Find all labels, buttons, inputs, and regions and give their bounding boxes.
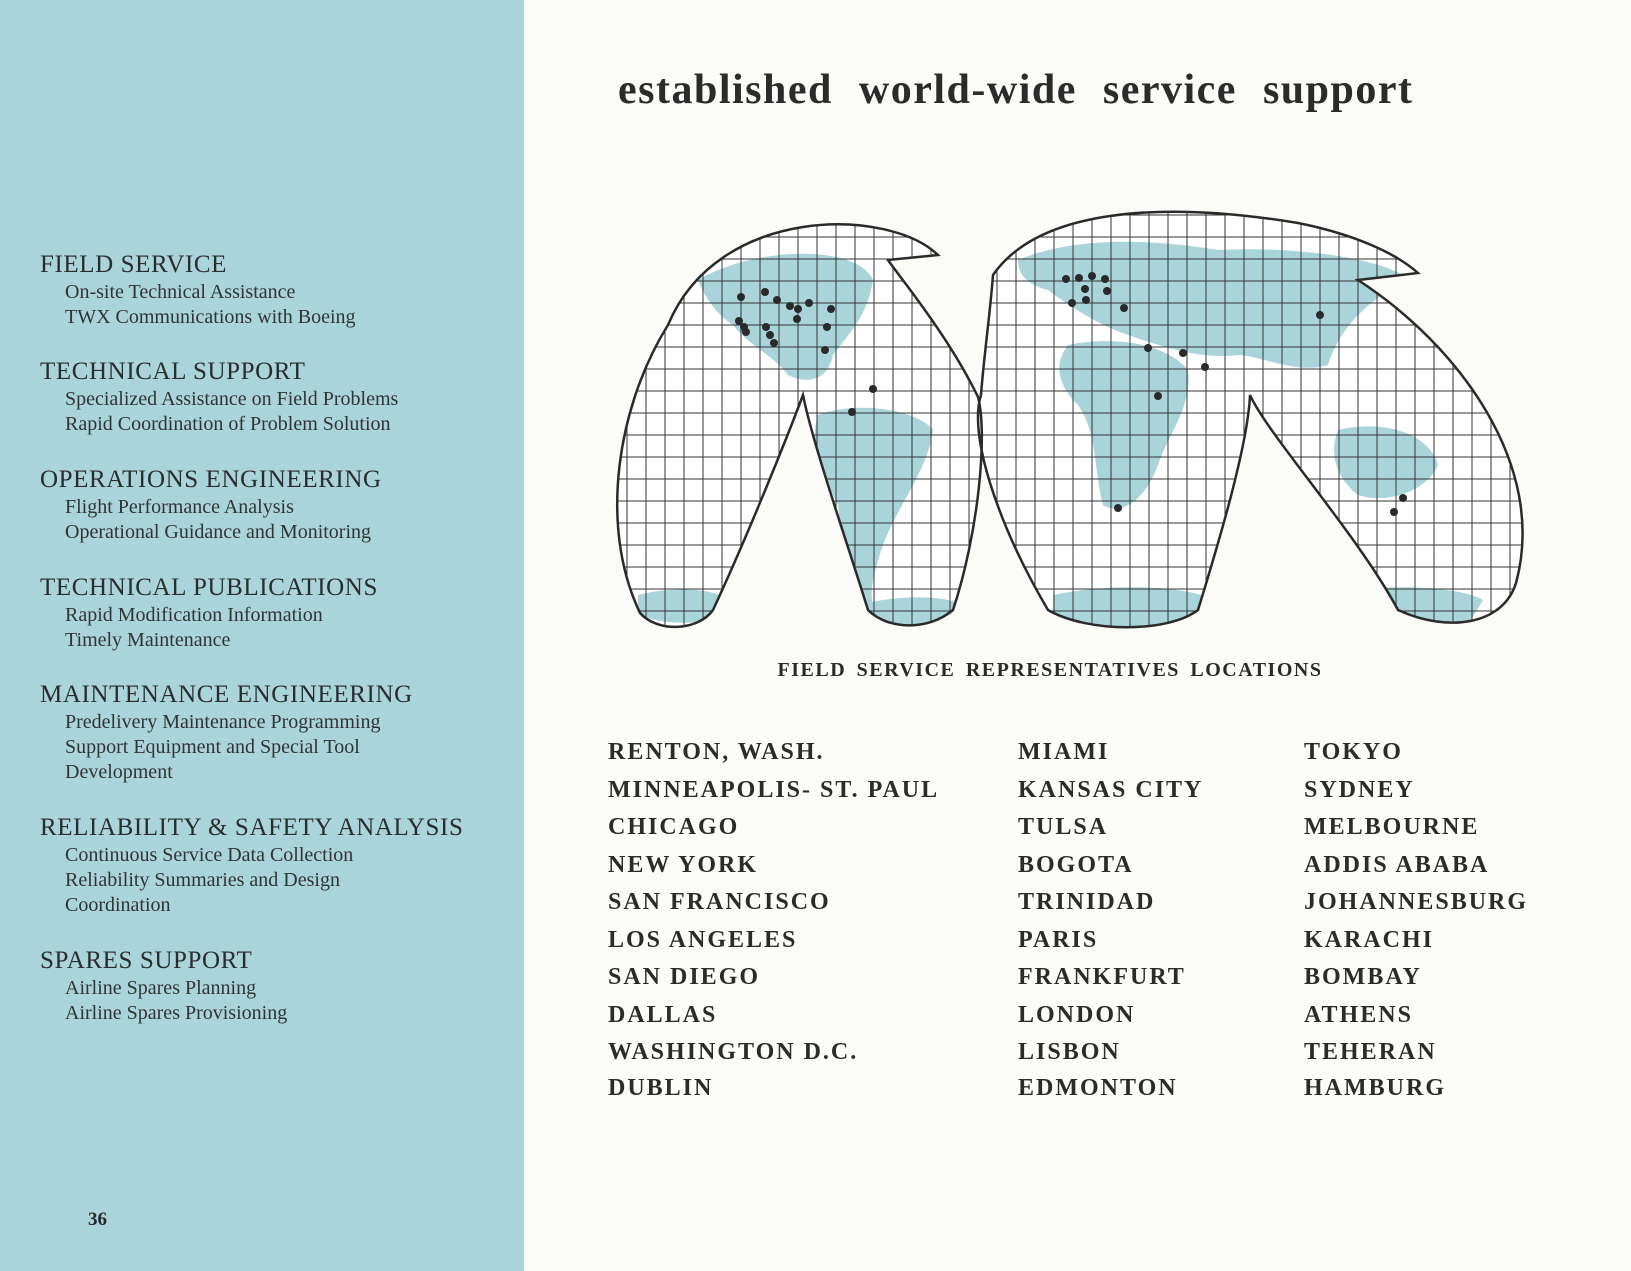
section-item: Airline Spares Planning	[65, 977, 257, 999]
section-item: Operational Guidance and Monitoring	[65, 521, 372, 543]
location-marker	[1120, 304, 1128, 312]
location-marker	[770, 339, 778, 347]
location-item: TRINIDAD	[1018, 889, 1156, 915]
section-spares-support	[40, 946, 287, 1026]
section-technical-support	[40, 357, 398, 437]
location-item: DUBLIN	[608, 1074, 714, 1101]
section-heading: RELIABILITY & SAFETY ANALYSIS	[40, 814, 464, 841]
location-marker	[1390, 508, 1398, 516]
locations-column-1	[608, 734, 939, 1105]
location-marker	[766, 331, 774, 339]
section-heading: TECHNICAL SUPPORT	[40, 358, 306, 385]
section-item: TWX Communications with Boeing	[65, 306, 356, 328]
locations-column-2	[1018, 734, 1203, 1105]
section-item: Continuous Service Data Collection	[65, 844, 354, 866]
map-caption: FIELD SERVICE REPRESENTATIVES LOCATIONS	[777, 659, 1323, 681]
section-item: Airline Spares Provisioning	[65, 1002, 288, 1024]
section-technical-publications	[40, 573, 378, 653]
location-item: LOS ANGELES	[608, 926, 798, 953]
location-item: LONDON	[1018, 1001, 1136, 1028]
section-field-service	[40, 250, 356, 330]
section-item: Coordination	[65, 894, 171, 916]
location-marker	[1082, 296, 1090, 304]
location-marker	[1103, 287, 1111, 295]
section-item: On-site Technical Assistance	[65, 281, 296, 303]
location-item: EDMONTON	[1018, 1074, 1178, 1101]
world-map-graphic	[598, 205, 1544, 633]
location-item: MIAMI	[1018, 739, 1110, 765]
section-operations-engineering	[40, 465, 382, 545]
location-item: CHICAGO	[608, 814, 740, 840]
location-marker	[1154, 392, 1162, 400]
location-marker	[1101, 275, 1109, 283]
location-marker	[1144, 344, 1152, 352]
location-item: TOKYO	[1304, 739, 1403, 765]
location-marker	[1201, 363, 1209, 371]
section-item: Development	[65, 761, 173, 783]
section-heading: TECHNICAL PUBLICATIONS	[40, 574, 378, 601]
location-marker	[821, 346, 829, 354]
location-marker	[1179, 349, 1187, 357]
location-marker	[737, 293, 745, 301]
location-item: RENTON, WASH.	[608, 739, 825, 765]
location-item: WASHINGTON D.C.	[608, 1039, 859, 1065]
location-item: ADDIS ABABA	[1304, 851, 1490, 878]
section-heading: SPARES SUPPORT	[40, 947, 253, 974]
location-item: SYDNEY	[1304, 776, 1415, 803]
location-item: KARACHI	[1304, 926, 1435, 953]
section-maintenance-engineering	[40, 680, 413, 785]
location-marker	[823, 323, 831, 331]
location-marker	[1081, 285, 1089, 293]
location-marker	[827, 305, 835, 313]
section-heading: OPERATIONS ENGINEERING	[40, 466, 382, 493]
location-item: FRANKFURT	[1018, 964, 1186, 990]
location-item: BOGOTA	[1018, 851, 1134, 878]
section-heading: FIELD SERVICE	[40, 251, 228, 278]
section-heading: MAINTENANCE ENGINEERING	[40, 681, 413, 708]
section-item: Flight Performance Analysis	[65, 496, 294, 518]
section-item: Rapid Modification Information	[65, 604, 323, 626]
location-item: TEHERAN	[1304, 1039, 1437, 1065]
location-item: PARIS	[1018, 926, 1099, 953]
location-item: BOMBAY	[1304, 964, 1422, 990]
location-marker	[1114, 504, 1122, 512]
page-number: 36	[88, 1209, 107, 1230]
location-marker	[848, 408, 856, 416]
locations-column-3	[1304, 734, 1528, 1105]
location-marker	[805, 299, 813, 307]
location-item: SAN DIEGO	[608, 964, 761, 990]
section-reliability-safety-analysis	[40, 813, 463, 918]
location-marker	[773, 296, 781, 304]
location-item: DALLAS	[608, 1001, 718, 1028]
location-marker	[742, 328, 750, 336]
location-item: HAMBURG	[1304, 1074, 1446, 1101]
services-panel	[0, 0, 524, 1271]
section-item: Predelivery Maintenance Programming	[65, 711, 381, 733]
location-marker	[1088, 272, 1096, 280]
location-item: JOHANNESBURG	[1304, 889, 1529, 915]
location-marker	[1062, 275, 1070, 283]
section-item: Reliability Summaries and Design	[65, 869, 340, 891]
location-item: MINNEAPOLIS- ST. PAUL	[608, 776, 940, 803]
location-item: SAN FRANCISCO	[608, 889, 831, 915]
location-marker	[869, 385, 877, 393]
section-item: Specialized Assistance on Field Problems	[65, 388, 399, 410]
location-marker	[762, 323, 770, 331]
section-item: Support Equipment and Special Tool	[65, 736, 360, 758]
location-marker	[786, 302, 794, 310]
location-marker	[1075, 274, 1083, 282]
location-marker	[761, 288, 769, 296]
location-item: ATHENS	[1304, 1001, 1413, 1028]
location-item: NEW YORK	[608, 851, 759, 878]
world-map	[598, 205, 1544, 633]
location-marker	[1399, 494, 1407, 502]
page-title: established world-wide service support	[618, 67, 1414, 113]
location-marker	[1316, 311, 1324, 319]
section-item: Rapid Coordination of Problem Solution	[65, 413, 391, 435]
location-marker	[793, 315, 801, 323]
location-marker	[794, 305, 802, 313]
location-item: TULSA	[1018, 814, 1109, 840]
location-item: LISBON	[1018, 1039, 1121, 1065]
location-item: MELBOURNE	[1304, 814, 1480, 840]
section-item: Timely Maintenance	[65, 629, 231, 651]
location-item: KANSAS CITY	[1018, 776, 1204, 803]
location-marker	[1068, 299, 1076, 307]
